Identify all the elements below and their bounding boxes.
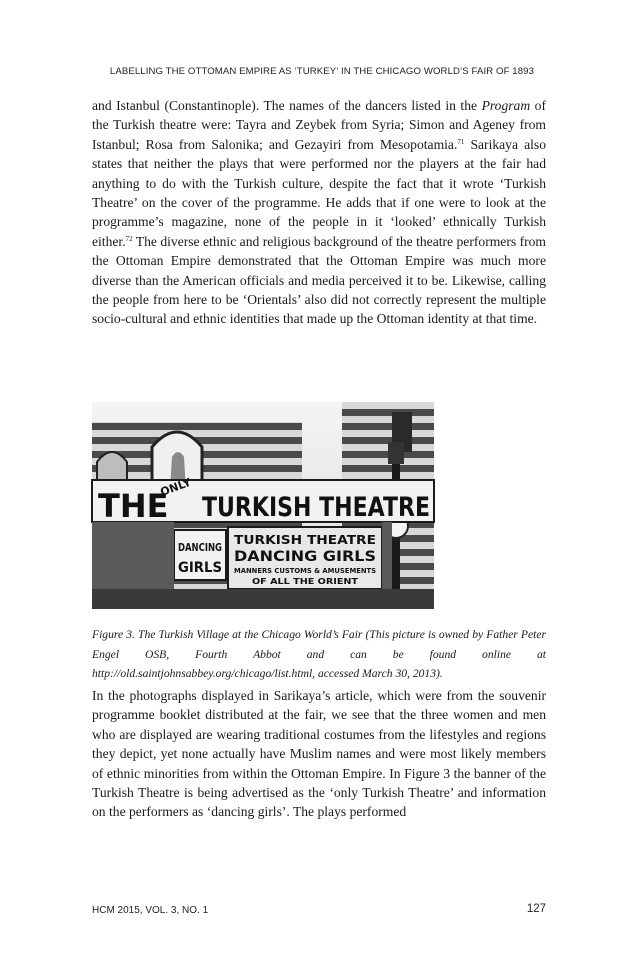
sign-right-line2: DANCING GIRLS xyxy=(234,549,376,565)
sign-left-line2: GIRLS xyxy=(178,560,222,576)
sign-right-line3: MANNERS CUSTOMS & AMUSEMENTS xyxy=(234,567,376,575)
footnote-ref-72[interactable]: 72 xyxy=(125,234,133,243)
page-number: 127 xyxy=(526,903,546,915)
para1-text-1: and Istanbul (Constantinople). The names of the dancers listed in the xyxy=(92,98,482,113)
body-paragraph-1 xyxy=(92,96,546,329)
journal-footer: HCM 2015, VOL. 3, NO. 1 xyxy=(92,905,209,916)
figure-turkish-theatre-photo xyxy=(92,402,434,609)
banner-only-text: ONLY xyxy=(158,475,193,499)
running-head: LABELLING THE OTTOMAN EMPIRE AS ‘TURKEY’ IN THE CHICAGO WORLD’S FAIR OF 1893 xyxy=(109,66,535,77)
sign-right-line4: OF ALL THE ORIENT xyxy=(252,577,359,586)
banner-the-text: THE xyxy=(98,487,169,525)
para1-text-3: Sarikaya also states that neither the plays that were performed nor the players at the fair had anything to do with the Turkish culture, despite the fact that it wrote ‘Turkish Theatre’ on the cover of the programme. He adds that if one were to look at the programme’s magazine, none of the people in it ‘looked’ ethnically Turkish either. xyxy=(92,136,546,249)
para1-text-4: The diverse ethnic and religious background of the theatre performers from the Ottoman Empire demonstrated that the Ottoman Empire was much more diverse than the American officials and media perceived it to be. Likewise, calling the people from here to be ‘Orientals’ also did not correctly represent the multiple socio-cultural and ethnic identities that made up the Ottoman identity at that time. xyxy=(92,233,546,327)
sign-left-line1: DANCING xyxy=(178,541,222,554)
para1-text-2: of the Turkish theatre were: Tayra and Zeybek from Syria; Simon and Ageney from Istanbul; Rosa from Salonika; and Gezayiri from Mesopotamia. xyxy=(92,98,546,152)
program-italic: Program xyxy=(481,98,531,113)
footnote-ref-71[interactable]: 71 xyxy=(457,137,465,146)
photo-illustration xyxy=(92,402,434,609)
body-paragraph-2: In the photographs displayed in Sarikaya’s article, which were from the souvenir programme booklet distributed at the fair, we see that the three women and men who are displayed are wearing traditional costumes from the lifestyles and regions they depict, yet none actually have Muslim names and were most likely members of ethnic minorities from within the Ottoman Empire. In Figure 3 the banner of the Turkish Theatre is being advertised as the ‘only Turkish Theatre’ and information on the performers as ‘dancing girls’. The plays performed xyxy=(92,688,546,820)
figure-caption: Figure 3. The Turkish Village at the Chicago World’s Fair (This picture is owned by Father Peter Engel OSB, Fourth Abbot and can be found online at http://old.saintjohnsabbey.org/chicago/list.html, accessed March 30, 2013). xyxy=(92,628,546,681)
sign-right-line1: TURKISH THEATRE xyxy=(234,533,376,547)
banner-main-text: TURKISH THEATRE xyxy=(202,492,430,523)
